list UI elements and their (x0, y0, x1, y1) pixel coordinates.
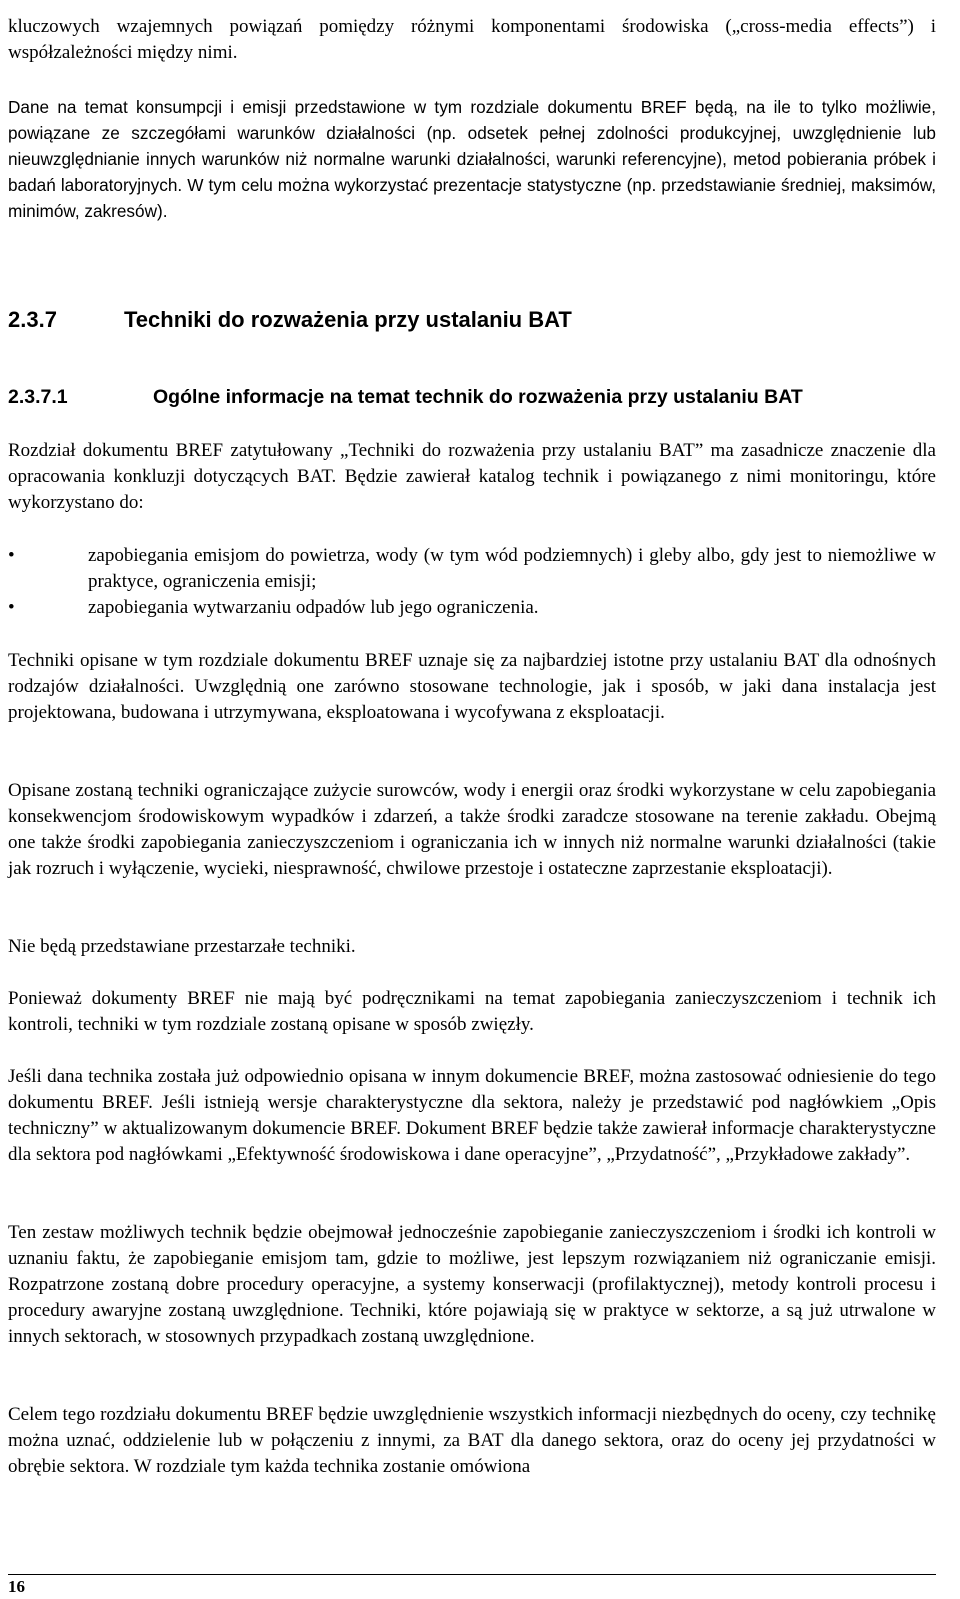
paragraph-6: Jeśli dana technika została już odpowiednio opisana w innym dokumencie BREF, można zastosować odniesienie do tego dokumentu BREF. Jeśli istnieją wersje charakterystyczne dla sektora, należy je przedstawić pod nagłówkiem „Opis techniczny” w aktualizowanym dokumencie BREF. Dokument BREF będzie także zawierał informacje charakterystyczne dla sektora pod nagłówkami „Efektywność środowiskowa i dane operacyjne”, „Przydatność”, „Przykładowe zakłady”. (8, 1066, 936, 1165)
paragraph-5: Ponieważ dokumenty BREF nie mają być podręcznikami na temat zapobiegania zanieczyszczeniom i technik ich kontroli, techniki w tym rozdziale zostaną opisane w sposób zwięzły. (8, 988, 936, 1035)
footer-divider (8, 1574, 936, 1575)
section-heading (8, 306, 936, 334)
list-item-text: zapobiegania wytwarzaniu odpadów lub jego ograniczenia. (88, 597, 539, 618)
bullet-icon: • (8, 545, 15, 566)
paragraph-3: Opisane zostaną techniki ograniczające zużycie surowców, wody i energii oraz środki wykorzystane w celu zapobiegania konsekwencjom środowiskowym wypadków i zdarzeń, a także środki zaradcze stosowane na terenie zakładu. Obejmą one także środki zapobiegania zanieczyszczeniom i ograniczania ich w innych niż normalne warunki działalności (takie jak rozruch i wyłączenie, wycieki, niesprawność, chwilowe przestoje i ostateczne zaprzestanie eksploatacji). (8, 780, 936, 879)
list-item (8, 595, 936, 621)
paragraph-2: Techniki opisane w tym rozdziale dokumentu BREF uznaje się za najbardziej istotne przy ustalaniu BAT dla odnośnych rodzajów działalności. Uwzględnią one zarówno stosowane technologie, jak i sposób, w jaki dana instalacja jest projektowana, budowana i utrzymywana, eksploatowana i wycofywana z eksploatacji. (8, 650, 936, 723)
section-number: 2.3.7 (8, 307, 57, 332)
list-item-text: zapobiegania emisjom do powietrza, wody (w tym wód podziemnych) i gleby albo, gdy jest to niemożliwe w praktyce, ograniczenia emisji; (88, 545, 936, 592)
bullet-icon: • (8, 597, 15, 618)
continuation-paragraph: kluczowych wzajemnych powiązań pomiędzy różnymi komponentami środowiska („cross-media effects”) i współzależności między nimi. (8, 16, 936, 63)
data-paragraph: Dane na temat konsumpcji i emisji przedstawione w tym rozdziale dokumentu BREF będą, na ile to tylko możliwie, powiązane ze szczegółami warunków działalności (np. odsetek pełnej zdolności produkcyjnej, uwzględnienie lub nieuwzględnianie innych warunków niż normalne warunki działalności, warunki referencyjne), metod pobierania próbek i badań laboratoryjnych. W tym celu można wykorzystać prezentacje statystyczne (np. przedstawianie średniej, maksimów, minimów, zakresów). (8, 97, 936, 221)
paragraph-7: Ten zestaw możliwych technik będzie obejmował jednocześnie zapobieganie zanieczyszczeniom i środki ich kontroli w uznaniu faktu, że zapobieganie emisjom tam, gdzie to możliwe, jest lepszym rozwiązaniem niż ograniczanie emisji. Rozpatrzone zostaną dobre procedury operacyjne, a systemy konserwacji (profilaktycznej), metody kontroli procesu i procedury awaryjne zostaną uwzględnione. Techniki, które pojawiają się w praktyce w sektorze, a są już utrwalone w innych sektorach, w stosownych przypadkach zostaną uwzględnione. (8, 1222, 936, 1347)
paragraph-8: Celem tego rozdziału dokumentu BREF będzie uwzględnienie wszystkich informacji niezbędnych do oceny, czy technikę można uznać, oddzielenie lub w połączeniu z innymi, za BAT dla danego sektora, oraz do oceny jej przydatności w obrębie sektora. W rozdziale tym każda technika zostanie omówiona (8, 1404, 936, 1477)
subsection-number: 2.3.7.1 (8, 386, 68, 408)
bullet-list (8, 543, 936, 621)
subsection-heading (8, 384, 936, 410)
page-number: 16 (8, 1577, 25, 1596)
paragraph-1: Rozdział dokumentu BREF zatytułowany „Techniki do rozważenia przy ustalaniu BAT” ma zasadnicze znaczenie dla opracowania konkluzji dotyczących BAT. Będzie zawierał katalog technik i powiązanego z nimi monitoringu, które wykorzystano do: (8, 440, 936, 513)
subsection-title: Ogólne informacje na temat technik do rozważenia przy ustalaniu BAT (153, 386, 803, 408)
paragraph-4: Nie będą przedstawiane przestarzałe techniki. (8, 936, 356, 957)
section-title: Techniki do rozważenia przy ustalaniu BAT (124, 307, 572, 332)
list-item (8, 543, 936, 595)
